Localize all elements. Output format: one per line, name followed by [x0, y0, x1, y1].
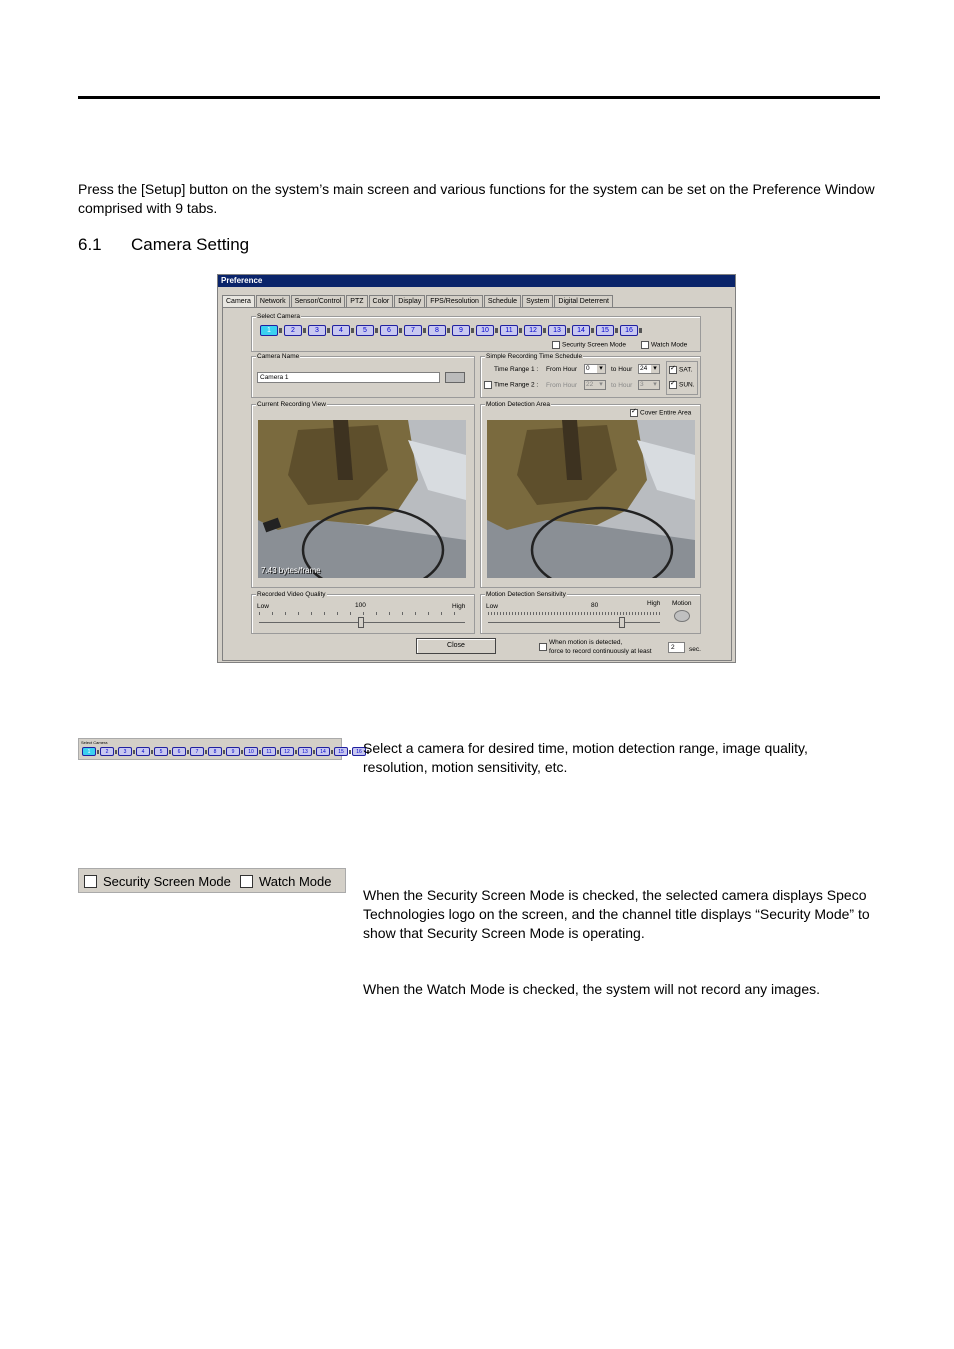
mini-camera-5-button: 5 [154, 747, 168, 756]
sun-checkbox[interactable] [669, 381, 677, 389]
connector-icon [567, 328, 570, 333]
section-number: 6.1 [78, 235, 102, 254]
preference-window [217, 274, 736, 663]
mini-camera-13-button: 13 [298, 747, 312, 756]
intro-paragraph: Press the [Setup] button on the system’s main screen and various functions for the system can be set on the Preference Window comprised with 9 tabs. [78, 181, 875, 216]
motion-indicator-icon [674, 610, 690, 622]
security-mode-checkbox-image [84, 875, 97, 888]
security-screen-mode-option[interactable] [552, 341, 626, 349]
camera-9-button[interactable] [452, 325, 474, 336]
security-screen-mode-checkbox[interactable] [552, 341, 560, 349]
range1-to-select[interactable]: 24 ▾ [638, 364, 660, 374]
connector-icon [279, 328, 282, 333]
motion-sensitivity-group [480, 591, 701, 634]
select-camera-caption: Select Camera [257, 313, 300, 320]
mini-camera-9-button: 9 [226, 747, 240, 756]
sensitivity-caption: Motion Detection Sensitivity [486, 591, 566, 598]
mini-camera-10-button: 10 [244, 747, 258, 756]
connector-icon [615, 328, 618, 333]
tab-ptz[interactable]: PTZ [346, 295, 367, 307]
connector-icon [375, 328, 378, 333]
schedule-caption: Simple Recording Time Schedule [486, 353, 583, 360]
range2-from-select[interactable]: 22 ▾ [584, 380, 606, 390]
mini-camera-4-button: 4 [136, 747, 150, 756]
connector-icon [519, 328, 522, 333]
select-camera-group [251, 313, 701, 352]
mini-connector-icon [115, 750, 117, 754]
select-camera-description: Select a camera for desired time, motion detection range, image quality, resolution, motion sensitivity, etc. [363, 740, 808, 775]
current-view-caption: Current Recording View [257, 401, 326, 408]
quality-ticks [259, 612, 465, 615]
mini-connector-icon [313, 750, 315, 754]
mini-camera-11-button: 11 [262, 747, 276, 756]
mini-camera-buttons [82, 747, 369, 756]
sensitivity-value: 80 [591, 602, 599, 609]
camera-10-button[interactable] [476, 325, 498, 336]
sat-option[interactable] [669, 366, 692, 374]
select-camera-bar-image [78, 738, 362, 760]
camera-7-label: 7 [404, 325, 422, 336]
range1-from-label: From Hour [546, 366, 578, 373]
camera-15-label: 15 [596, 325, 614, 336]
connector-icon [303, 328, 306, 333]
camera-16-button[interactable] [620, 325, 642, 336]
section-title: Camera Setting [131, 235, 250, 254]
mini-camera-15-button: 15 [334, 747, 348, 756]
camera-name-input[interactable]: Camera 1 [257, 372, 440, 383]
range2-to-select[interactable]: 3 ▾ [638, 380, 660, 390]
mini-camera-3-button: 3 [118, 747, 132, 756]
watch-mode-description: When the Watch Mode is checked, the system will not record any images. [363, 981, 821, 997]
sensitivity-high-label: High [647, 600, 661, 607]
mini-camera-12-button: 12 [280, 747, 294, 756]
camera-15-button[interactable] [596, 325, 618, 336]
keyboard-icon[interactable] [445, 372, 465, 383]
camera-name-caption: Camera Name [257, 353, 300, 360]
camera-7-button[interactable] [404, 325, 426, 336]
camera-5-button[interactable] [356, 325, 378, 336]
mini-connector-icon [259, 750, 261, 754]
security-mode-description: When the Security Screen Mode is checked, the selected camera displays Speco Technologies logo on the screen, and the channel title displays “Security Mode” to show that Security Screen Mode is operating. [363, 887, 870, 941]
camera-4-label: 4 [332, 325, 350, 336]
cover-entire-area-option[interactable] [630, 409, 691, 417]
mini-camera-6-button: 6 [172, 747, 186, 756]
tab-strip [222, 295, 614, 307]
force-record-checkbox[interactable] [539, 643, 547, 651]
camera-5-label: 5 [356, 325, 374, 336]
watch-mode-checkbox[interactable] [641, 341, 649, 349]
force-record-line2: force to record continuously at least [549, 648, 652, 655]
bytes-per-frame-overlay: 7.43 bytes/frame [261, 566, 321, 575]
camera-6-button[interactable] [380, 325, 402, 336]
camera-13-label: 13 [548, 325, 566, 336]
range2-to-label: to Hour [611, 382, 633, 389]
tab-network[interactable]: Network [256, 295, 290, 307]
camera-9-label: 9 [452, 325, 470, 336]
tab-sensor-control[interactable]: Sensor/Control [291, 295, 346, 307]
motion-feed-image [487, 420, 695, 578]
watch-mode-option[interactable] [641, 341, 687, 349]
mini-connector-icon [187, 750, 189, 754]
mini-connector-icon [295, 750, 297, 754]
connector-icon [327, 328, 330, 333]
mini-select-camera-caption: Select Camera [81, 740, 108, 745]
camera-buttons [260, 325, 642, 336]
camera-11-label: 11 [500, 325, 518, 336]
tab-fps-resolution[interactable]: FPS/Resolution [426, 295, 483, 307]
tab-schedule[interactable]: Schedule [484, 295, 521, 307]
camera-tab-pane [222, 307, 732, 661]
security-screen-mode-label: Security Screen Mode [562, 341, 626, 349]
camera-1-button[interactable] [260, 325, 282, 336]
mini-camera-7-button: 7 [190, 747, 204, 756]
video-quality-group [251, 591, 475, 634]
camera-3-label: 3 [308, 325, 326, 336]
camera-4-button[interactable] [332, 325, 354, 336]
connector-icon [639, 328, 642, 333]
mini-camera-14-button: 14 [316, 747, 330, 756]
schedule-group [480, 353, 701, 398]
security-mode-label-image: Security Screen Mode [103, 874, 231, 889]
mini-camera-8-button: 8 [208, 747, 222, 756]
range2-option[interactable] [484, 381, 538, 389]
camera-feed-image [258, 420, 466, 578]
connector-icon [471, 328, 474, 333]
camera-14-label: 14 [572, 325, 590, 336]
connector-icon [543, 328, 546, 333]
motion-area-caption: Motion Detection Area [486, 401, 550, 408]
camera-14-button[interactable] [572, 325, 594, 336]
connector-icon [399, 328, 402, 333]
connector-icon [447, 328, 450, 333]
camera-1-label: 1 [260, 325, 278, 336]
sensitivity-ticks [488, 612, 660, 615]
quality-caption: Recorded Video Quality [257, 591, 326, 598]
section-heading [78, 235, 249, 255]
cover-entire-area-label: Cover Entire Area [640, 409, 692, 417]
mini-connector-icon [97, 750, 99, 754]
range2-checkbox[interactable] [484, 381, 492, 389]
watch-mode-label-image: Watch Mode [259, 874, 332, 889]
mini-connector-icon [277, 750, 279, 754]
range1-label: Time Range 1 : [494, 366, 539, 373]
sun-label: SUN. [679, 381, 695, 389]
connector-icon [495, 328, 498, 333]
range2-label: Time Range 2 : [494, 381, 539, 389]
window-title: Preference [218, 275, 735, 287]
camera-12-label: 12 [524, 325, 542, 336]
sensitivity-slider-thumb[interactable] [619, 617, 625, 628]
mini-connector-icon [169, 750, 171, 754]
tab-display[interactable]: Display [394, 295, 425, 307]
quality-slider-thumb[interactable] [358, 617, 364, 628]
mini-connector-icon [349, 750, 351, 754]
close-button[interactable]: Close [416, 638, 496, 654]
mini-connector-icon [241, 750, 243, 754]
current-recording-video [258, 420, 466, 578]
force-record-line1: When motion is detected, [549, 639, 623, 646]
mode-bar-image [78, 868, 346, 893]
tab-color[interactable]: Color [369, 295, 394, 307]
range1-from-select[interactable]: 0 ▾ [584, 364, 606, 374]
current-recording-view-group [251, 401, 475, 588]
cover-entire-area-checkbox[interactable] [630, 409, 638, 417]
connector-icon [423, 328, 426, 333]
motion-label: Motion [672, 600, 692, 607]
camera-2-label: 2 [284, 325, 302, 336]
sensitivity-slider-track[interactable] [488, 622, 660, 623]
range1-to-label: to Hour [611, 366, 633, 373]
sun-option[interactable] [669, 381, 695, 389]
sat-label: SAT. [679, 366, 693, 374]
watch-mode-checkbox-image [240, 875, 253, 888]
camera-8-button[interactable] [428, 325, 450, 336]
quality-value: 100 [355, 602, 366, 609]
force-record-seconds-input[interactable]: 2 [668, 642, 685, 653]
motion-detection-area-group [480, 401, 701, 588]
camera-3-button[interactable] [308, 325, 330, 336]
mini-connector-icon [331, 750, 333, 754]
quality-high-label: High [452, 603, 466, 610]
quality-low-label: Low [257, 603, 269, 610]
connector-icon [591, 328, 594, 333]
tab-digital-deterrent[interactable]: Digital Deterrent [554, 295, 613, 307]
camera-2-button[interactable] [284, 325, 306, 336]
camera-8-label: 8 [428, 325, 446, 336]
tab-camera[interactable]: Camera [222, 295, 255, 307]
camera-16-label: 16 [620, 325, 638, 336]
seconds-label: sec. [689, 646, 701, 653]
mini-camera-1-button: 1 [82, 747, 96, 756]
camera-12-button[interactable] [524, 325, 546, 336]
connector-icon [351, 328, 354, 333]
mini-camera-2-button: 2 [100, 747, 114, 756]
range2-from-label: From Hour [546, 382, 578, 389]
mini-camera-16-button: 16 [352, 747, 366, 756]
watch-mode-label: Watch Mode [651, 341, 688, 349]
camera-11-button[interactable] [500, 325, 522, 336]
mini-connector-icon [223, 750, 225, 754]
camera-10-label: 10 [476, 325, 494, 336]
camera-6-label: 6 [380, 325, 398, 336]
camera-name-group [251, 353, 475, 398]
camera-13-button[interactable] [548, 325, 570, 336]
mini-connector-icon [205, 750, 207, 754]
sat-checkbox[interactable] [669, 366, 677, 374]
tab-system[interactable]: System [522, 295, 553, 307]
sensitivity-low-label: Low [486, 603, 498, 610]
header-rule [78, 96, 880, 99]
mini-connector-icon [133, 750, 135, 754]
weekend-box [666, 361, 698, 395]
mini-connector-icon [151, 750, 153, 754]
motion-area-video[interactable] [487, 420, 695, 578]
